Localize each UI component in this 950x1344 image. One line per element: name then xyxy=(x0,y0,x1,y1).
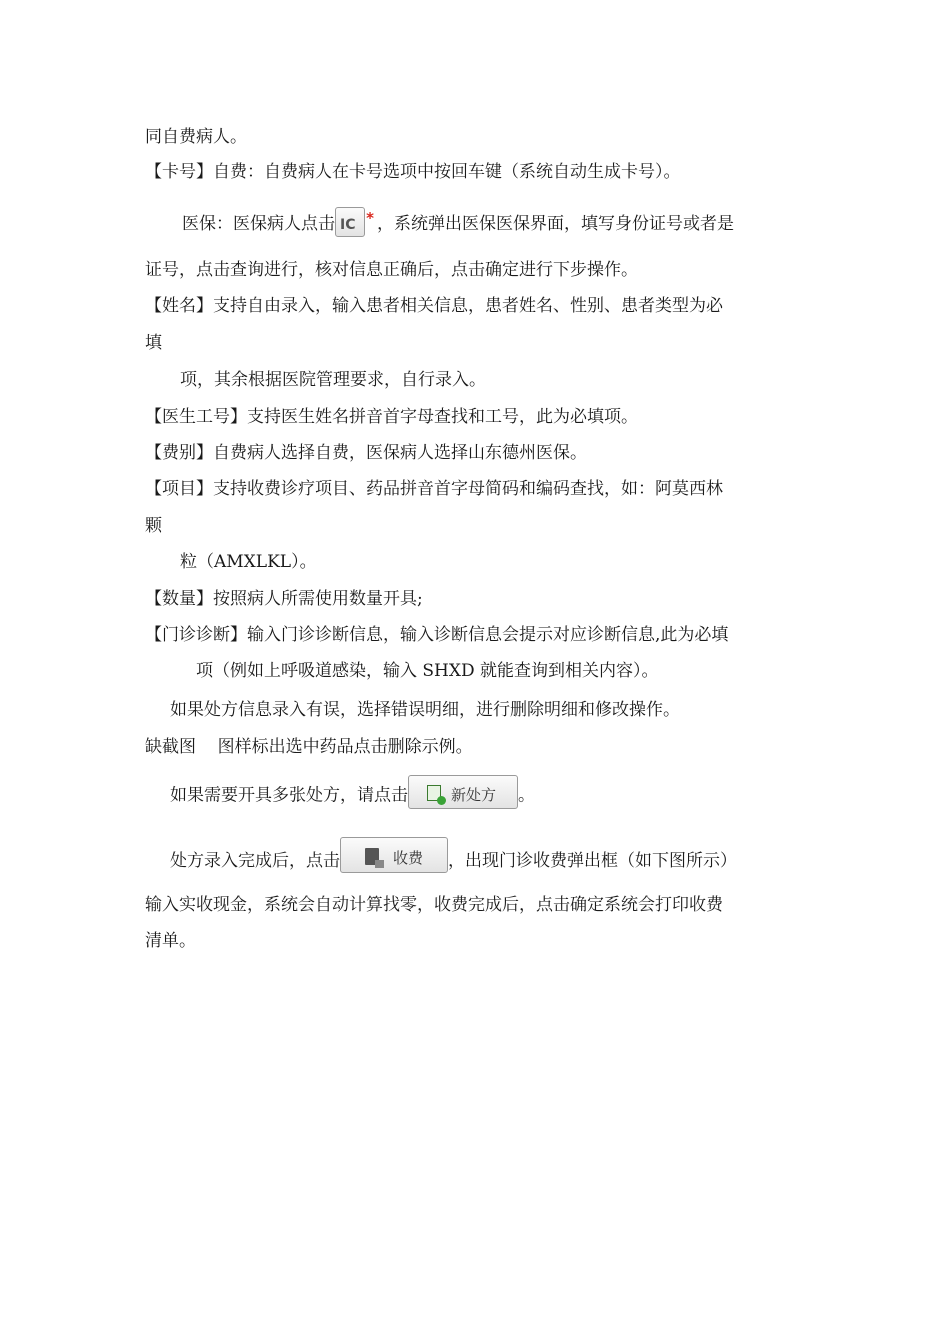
para-doctor-id: 【医生工号】支持医生姓名拼音首字母查找和工号，此为必填项。 xyxy=(145,407,638,427)
para-item-cont2: 粒（AMXLKL）。 xyxy=(180,552,317,572)
ic-card-button[interactable] xyxy=(335,207,374,237)
para-fee-type: 【费别】自费病人选择自费，医保病人选择山东德州医保。 xyxy=(145,443,587,463)
para-error-edit: 如果处方信息录入有误，选择错误明细，进行删除明细和修改操作。 xyxy=(170,700,680,720)
charge-button[interactable] xyxy=(340,837,448,873)
charge-icon xyxy=(365,848,379,865)
para-card-number: 【卡号】自费：自费病人在卡号选项中按回车键（系统自动生成卡号）。 xyxy=(145,162,681,182)
charge-label: 收费 xyxy=(393,848,424,867)
new-prescription-icon xyxy=(427,785,441,801)
para-name-cont2: 项，其余根据医院管理要求，自行录入。 xyxy=(180,370,486,390)
para-id-number: 证号，点击查询进行，核对信息正确后，点击确定进行下步操作。 xyxy=(145,260,638,280)
para-charge-text-a: 处方录入完成后，点击 xyxy=(170,851,340,871)
ic-card-icon: IC xyxy=(340,216,356,233)
para-insurance-text-a: 医保：医保病人点击 xyxy=(182,214,335,234)
para-charge xyxy=(170,849,737,873)
para-self-pay-same: 同自费病人。 xyxy=(145,127,247,147)
para-cash-input: 输入实收现金，系统会自动计算找零，收费完成后，点击确定系统会打印收费 xyxy=(145,895,723,915)
para-item: 【项目】支持收费诊疗项目、药品拼音首字母简码和编码查找，如：阿莫西林 xyxy=(145,479,723,499)
para-item-cont1: 颗 xyxy=(145,516,162,536)
para-multiple-prescriptions xyxy=(170,783,535,809)
para-name: 【姓名】支持自由录入，输入患者相关信息，患者姓名、性别、患者类型为必 xyxy=(145,296,723,316)
para-insurance xyxy=(182,208,734,237)
para-missing-screenshot: 缺截图 图样标出选中药品点击删除示例。 xyxy=(145,737,473,757)
para-multi-text-b: 。 xyxy=(518,785,535,806)
para-name-cont1: 填 xyxy=(145,333,162,353)
para-receipt: 清单。 xyxy=(145,931,196,951)
new-prescription-button[interactable] xyxy=(408,775,518,809)
required-star: * xyxy=(366,208,374,227)
para-quantity: 【数量】按照病人所需使用数量开具; xyxy=(145,589,423,609)
para-charge-text-b: ，出现门诊收费弹出框（如下图所示） xyxy=(448,851,737,871)
para-multi-text-a: 如果需要开具多张处方，请点击 xyxy=(170,785,408,806)
new-prescription-label: 新处方 xyxy=(451,786,497,804)
para-diagnosis: 【门诊诊断】输入门诊诊断信息，输入诊断信息会提示对应诊断信息,此为必填 xyxy=(145,625,729,645)
para-insurance-text-b: ，系统弹出医保医保界面，填写身份证号或者是 xyxy=(377,214,734,234)
para-diagnosis-cont: 项（例如上呼吸道感染，输入 SHXD 就能查询到相关内容）。 xyxy=(196,661,659,681)
